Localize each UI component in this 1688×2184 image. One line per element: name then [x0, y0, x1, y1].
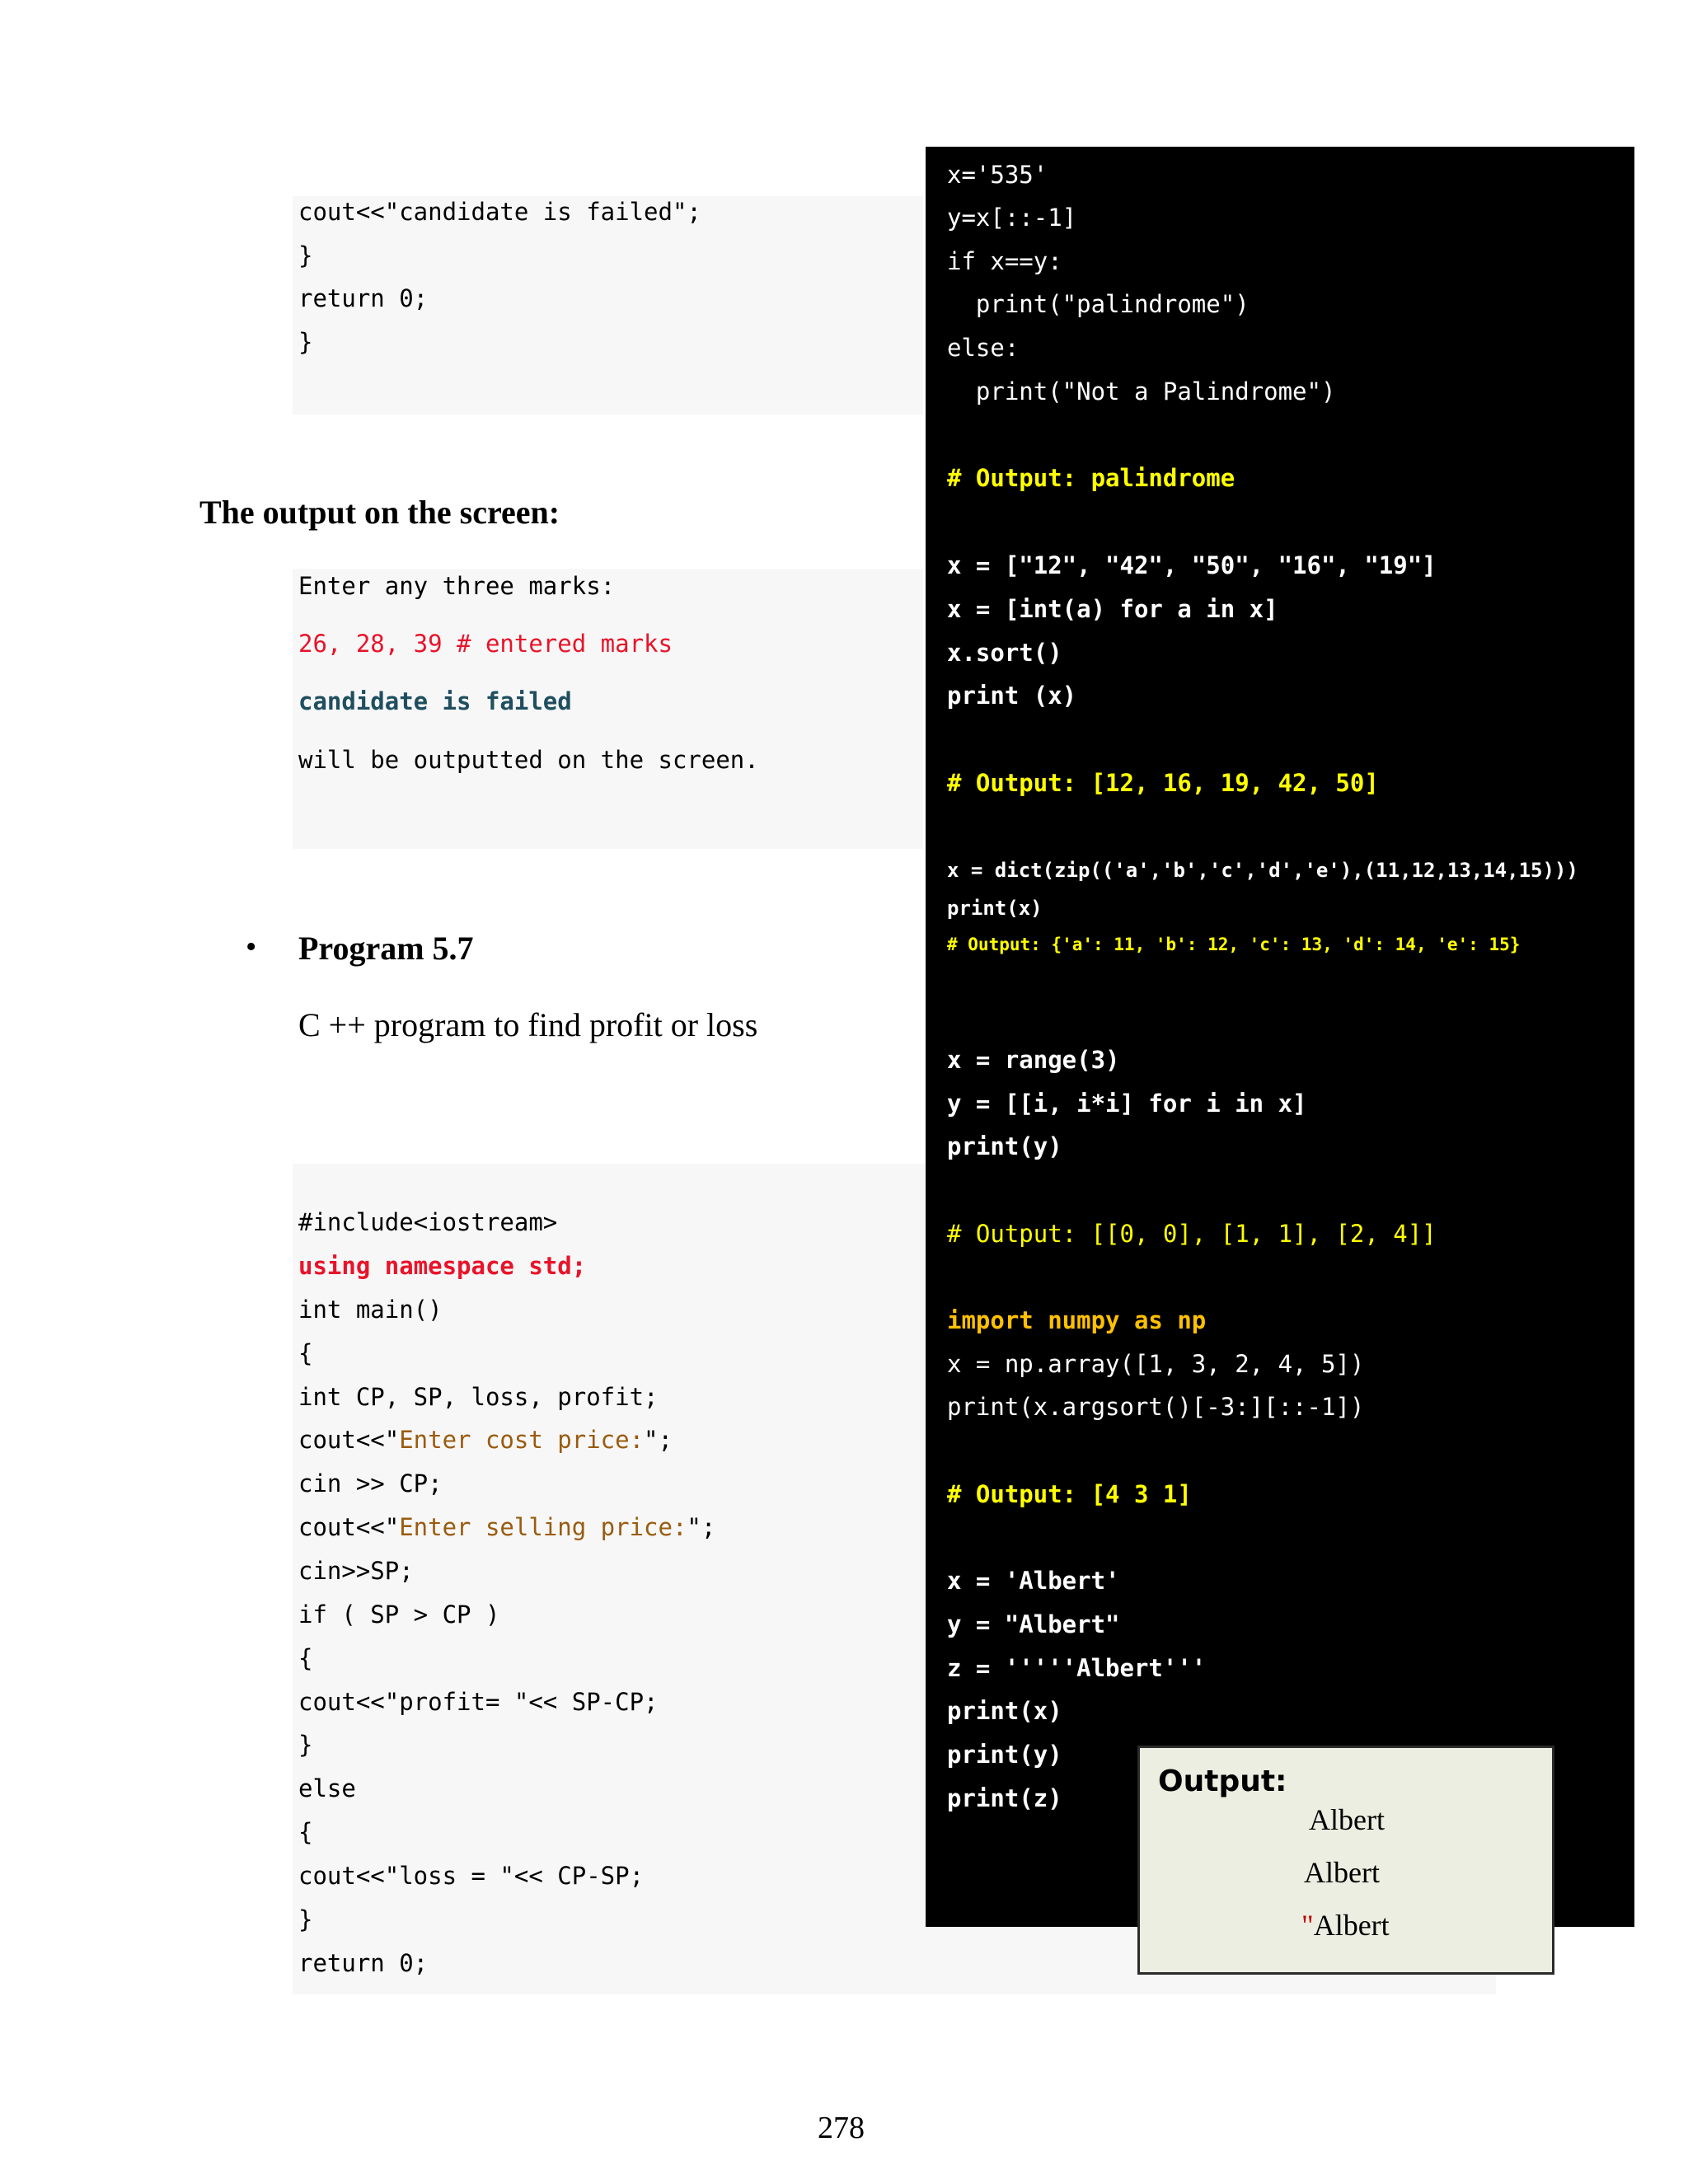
code-line: z = '''''Albert''' — [947, 1654, 1207, 1682]
code-line — [298, 1428, 673, 1452]
bullet: • — [246, 930, 257, 964]
output-heading: The output on the screen: — [199, 494, 560, 531]
code-line: cin >> CP; — [298, 1469, 443, 1497]
code-line: y = [[i, i*i] for i in x] — [947, 1090, 1307, 1118]
code-line: print(y) — [947, 1132, 1062, 1160]
code-line: if x==y: — [947, 247, 1062, 275]
code-line: x = 'Albert' — [947, 1567, 1120, 1595]
code-line: cin>>SP; — [298, 1557, 414, 1585]
output-value: Albert — [1309, 1803, 1385, 1836]
code-line: #include<iostream> — [298, 1208, 558, 1236]
code-line: { — [298, 1644, 313, 1672]
code-line: else: — [947, 334, 1020, 362]
code-token: "; — [687, 1513, 716, 1541]
output-value: Albert — [1304, 1856, 1380, 1889]
code-line: print(x) — [947, 1697, 1062, 1725]
string-literal: Enter cost price: — [399, 1426, 645, 1454]
code-line: import numpy as np — [947, 1306, 1207, 1334]
code-line: print(x) — [947, 897, 1043, 920]
output-label: Output: — [1158, 1765, 1287, 1798]
code-line: print(x.argsort()[-3:][::-1]) — [947, 1393, 1365, 1421]
code-line: y = "Albert" — [947, 1610, 1120, 1638]
string-literal: Enter selling price: — [399, 1513, 687, 1541]
code-line: x = dict(zip(('a','b','c','d','e'),(11,12,13,14,15))) — [947, 859, 1578, 882]
code-line — [298, 1513, 716, 1541]
code-line: print(y) — [947, 1741, 1062, 1769]
output-comment: # Output: palindrome — [947, 464, 1236, 492]
code-line: x.sort() — [947, 639, 1062, 667]
output-value-text: Albert — [1313, 1909, 1390, 1942]
program-title: Program 5.7 — [298, 930, 474, 967]
code-line: print(z) — [947, 1784, 1062, 1812]
code-line: } — [298, 1731, 313, 1759]
code-line: print("Not a Palindrome") — [947, 377, 1336, 405]
code-line: int CP, SP, loss, profit; — [298, 1383, 659, 1411]
code-line: x = [int(a) for a in x] — [947, 595, 1278, 623]
code-line: int main() — [298, 1296, 443, 1324]
output-comment: # Output: [12, 16, 19, 42, 50] — [947, 769, 1379, 797]
code-line: y=x[::-1] — [947, 204, 1077, 232]
code-line: cout<<"profit= "<< SP-CP; — [298, 1688, 659, 1716]
code-line: if ( SP > CP ) — [298, 1601, 500, 1629]
code-line: cout<<"candidate is failed"; — [298, 198, 701, 226]
code-line: } — [298, 1905, 313, 1933]
screen-output-line: Enter any three marks: — [298, 572, 616, 600]
code-token: cout<<" — [298, 1426, 400, 1454]
output-comment: # Output: [4 3 1] — [947, 1480, 1192, 1508]
code-line: x = ["12", "42", "50", "16", "19"] — [947, 551, 1437, 579]
output-comment: # Output: {'a': 11, 'b': 12, 'c': 13, 'd': 14, 'e': 15} — [947, 935, 1521, 954]
python-code-panel — [926, 147, 1634, 1927]
code-line: } — [298, 328, 313, 356]
code-line: x='535' — [947, 161, 1048, 189]
code-line: using namespace std; — [298, 1252, 587, 1280]
code-token: cout<<" — [298, 1513, 400, 1541]
code-line: print (x) — [947, 682, 1077, 710]
code-line: x = np.array([1, 3, 2, 4, 5]) — [947, 1350, 1365, 1378]
code-line: x = range(3) — [947, 1046, 1120, 1074]
screen-output-line: will be outputted on the screen. — [298, 746, 759, 774]
code-line: print("palindrome") — [947, 290, 1250, 318]
code-line: return 0; — [298, 1949, 429, 1977]
code-line: { — [298, 1339, 313, 1367]
quote-mark: " — [1301, 1909, 1314, 1942]
page-number: 278 — [818, 2111, 865, 2145]
code-token: "; — [644, 1426, 673, 1454]
code-line: cout<<"loss = "<< CP-SP; — [298, 1862, 645, 1890]
output-value — [1301, 1908, 1390, 1943]
screen-output-line: 26, 28, 39 # entered marks — [298, 630, 673, 658]
output-box — [1137, 1746, 1554, 1975]
screen-output-line: candidate is failed — [298, 687, 572, 715]
output-comment: # Output: [[0, 0], [1, 1], [2, 4]] — [947, 1220, 1437, 1248]
code-line: } — [298, 241, 313, 269]
program-description: C ++ program to find profit or loss — [298, 1006, 758, 1043]
code-line: { — [298, 1818, 313, 1846]
code-line: return 0; — [298, 284, 429, 312]
code-line: else — [298, 1774, 356, 1802]
